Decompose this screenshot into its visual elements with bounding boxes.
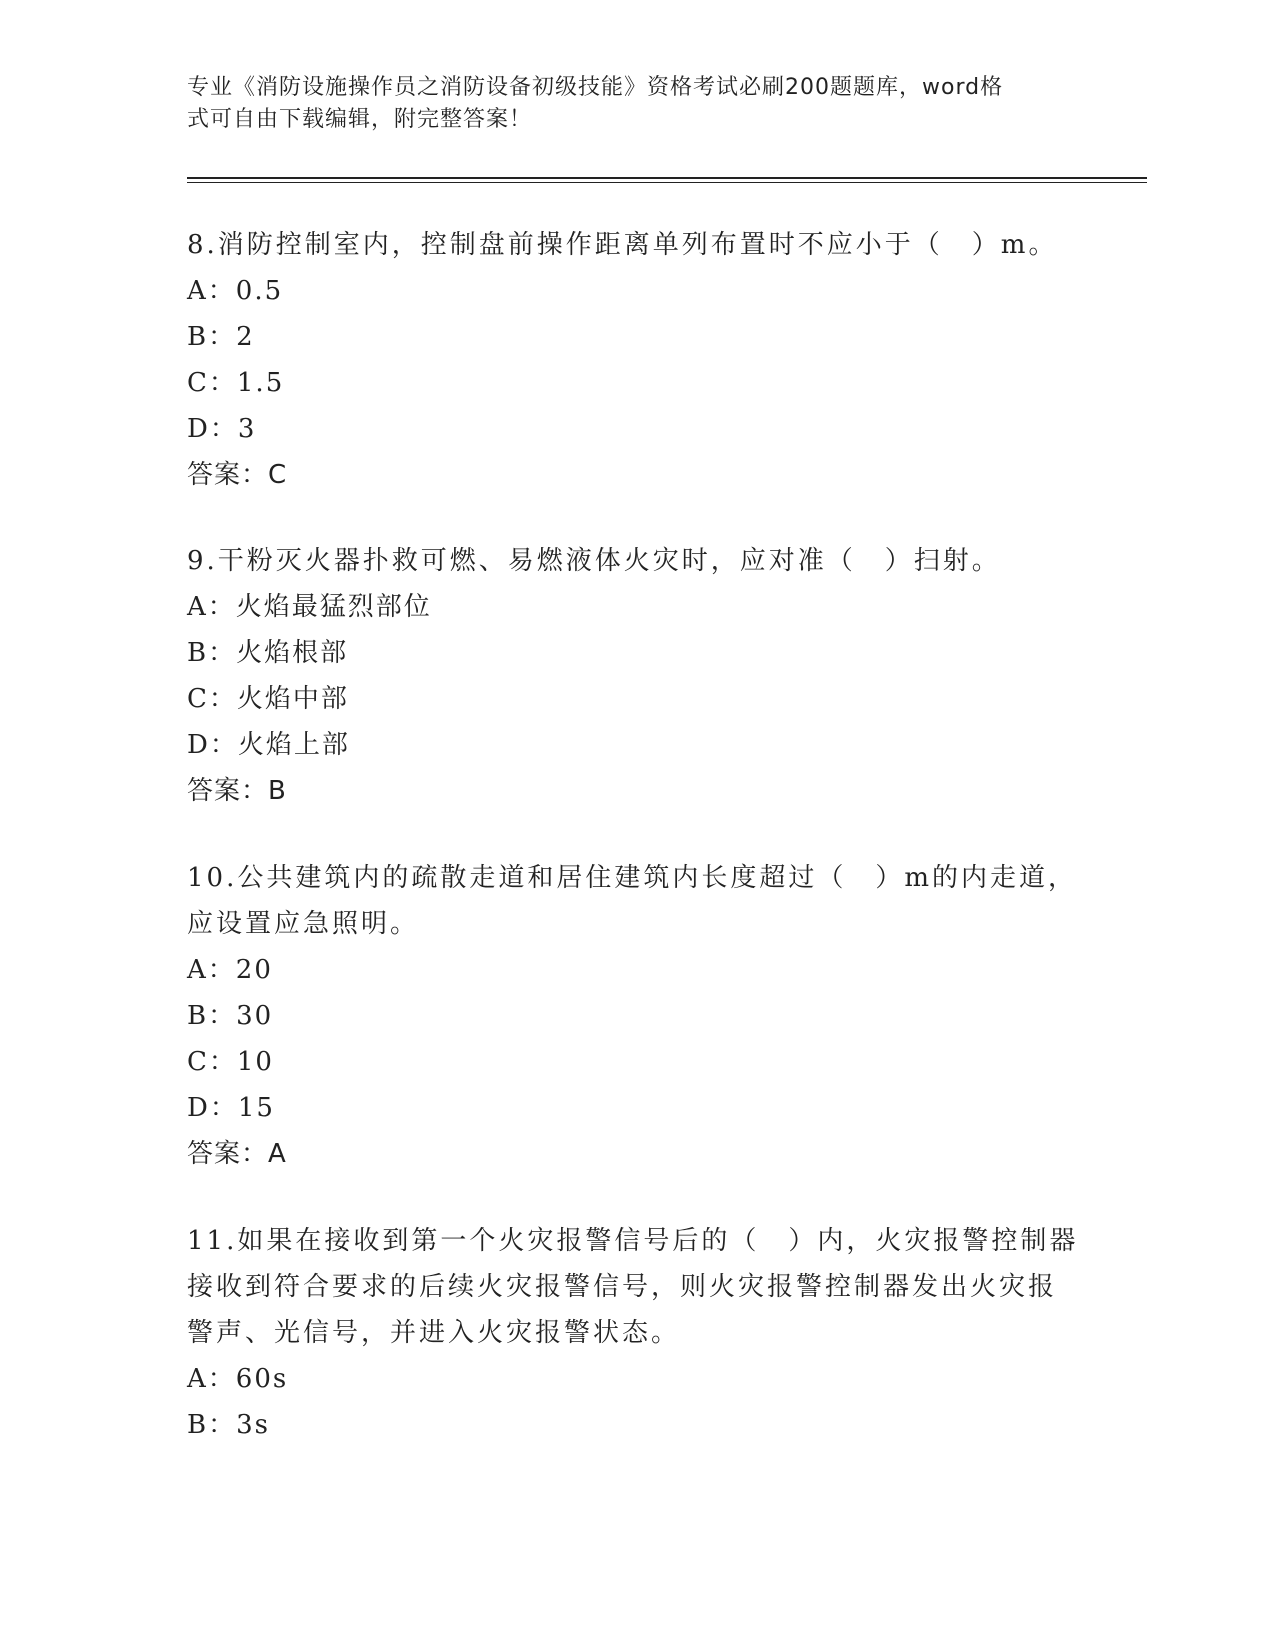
question-10 [187,855,1087,1177]
question-stem-line-1: 11.如果在接收到第一个火灾报警信号后的（ ）内，火灾报警控制器 [187,1226,1079,1256]
question-stem-line-3: 警声、光信号，并进入火灾报警状态。 [187,1318,681,1348]
option-d: D：15 [187,1093,275,1123]
question-stem-line-2: 应设置应急照明。 [187,909,420,939]
option-b: B：3s [187,1410,270,1440]
document-header [187,72,1067,136]
option-b: B：30 [187,1001,274,1031]
option-c: C：10 [187,1047,274,1077]
option-a: A：0.5 [187,276,284,306]
option-c: C：1.5 [187,368,285,398]
option-b: B：2 [187,322,255,352]
header-divider-thick [187,177,1147,179]
option-d: D：火焰上部 [187,730,350,760]
header-line-2: 式可自由下载编辑，附完整答案！ [187,107,533,132]
question-11 [187,1218,1087,1448]
answer: 答案：A [187,1139,287,1169]
option-d: D：3 [187,414,257,444]
answer: 答案：C [187,460,288,490]
question-stem: 9.干粉灭火器扑救可燃、易燃液体火灾时，应对准（ ）扫射。 [187,546,1001,576]
answer: 答案：B [187,776,287,806]
question-stem: 8.消防控制室内，控制盘前操作距离单列布置时不应小于（ ）m。 [187,230,1058,260]
option-a: A：20 [187,955,273,985]
question-8 [187,222,1087,498]
question-9 [187,538,1087,814]
header-divider-thin [187,182,1147,183]
option-a: A：火焰最猛烈部位 [187,592,432,622]
question-stem-line-2: 接收到符合要求的后续火灾报警信号，则火灾报警控制器发出火灾报 [187,1272,1058,1302]
option-b: B：火焰根部 [187,638,349,668]
option-a: A：60s [187,1364,289,1394]
question-stem-line-1: 10.公共建筑内的疏散走道和居住建筑内长度超过（ ）m的内走道， [187,863,1078,893]
option-c: C：火焰中部 [187,684,349,714]
header-line-1: 专业《消防设施操作员之消防设备初级技能》资格考试必刷200题题库，word格 [187,75,1004,100]
